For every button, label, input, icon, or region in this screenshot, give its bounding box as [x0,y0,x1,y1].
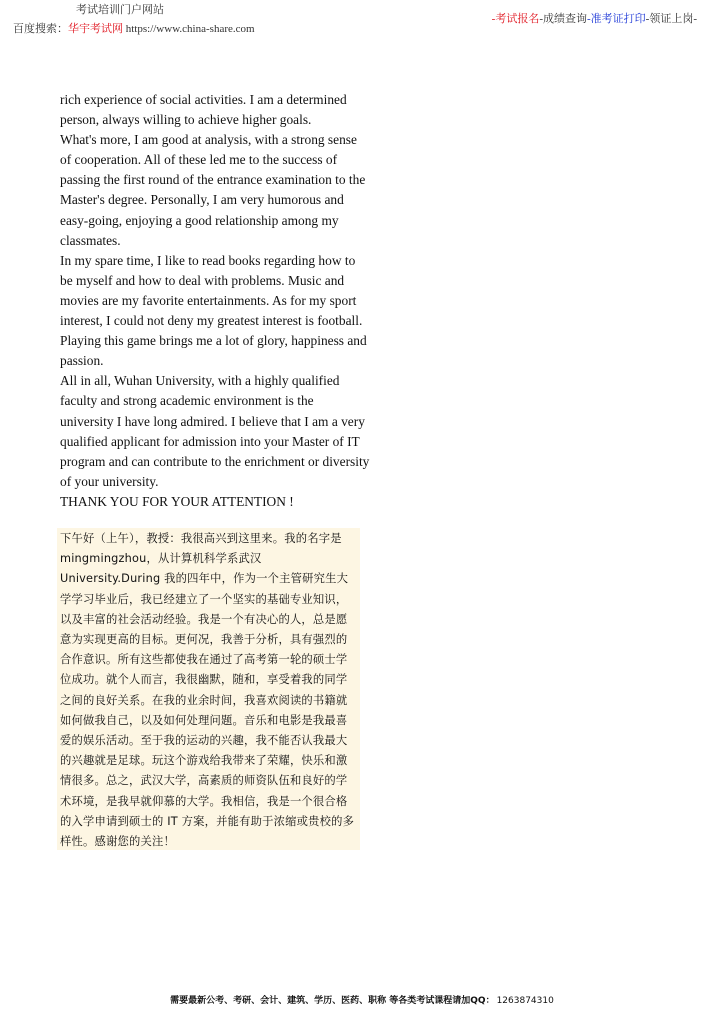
link-certificate[interactable]: -领证上岗- [645,13,697,25]
essay-closing: THANK YOU FOR YOUR ATTENTION ! [60,493,294,509]
brand-name[interactable]: 华宇考试网 [68,23,123,35]
essay-paragraph: What's more, I am good at analysis, with a strong sense of cooperation. All of these led me to the success of passing the first round of the entrance examination to the Master's degree. Personally, I am very humorous and easy-going, enjoying a good relationship among my classmates. [60,132,366,248]
essay-paragraph: rich experience of social activities. I am a determined person, always willing to achieve higher goals. [60,92,347,128]
site-url[interactable]: https://www.china-share.com [125,23,255,35]
english-essay [60,90,370,512]
link-exam-registration[interactable]: -考试报名 [491,13,540,25]
header-links [492,10,697,26]
chinese-translation: 下午好（上午），教授：我很高兴到这里来。我的名字是 mingmingzhou，从计算机科学系武汉 University.During 我的四年中，作为一个主管研究生大学学习毕业后，我已经建立了一个坚实的基础专业知识，以及丰富的社会活动经验。我是一个有决心的人，总是愿意为实现更高的目标。更何况，我善于分析，具有强烈的合作意识。所有这些都使我在通过了高考第一轮的硕士学位成功。就个人而言，我很幽默，随和，享受着我的同学之间的良好关系。在我的业余时间，我喜欢阅读的书籍就如何做我自己，以及如何处理问题。音乐和电影是我最喜爱的娱乐活动。至于我的运动的兴趣，我不能否认我最大的兴趣就是足球。玩这个游戏给我带来了荣耀，快乐和激情很多。总之，武汉大学，高素质的师资队伍和良好的学术环境，是我早就仰慕的大学。我相信，我是一个很合格的入学申请到硕士的 IT 方案，并能有助于浓缩或贵校的多样性。感谢您的关注！ [57,528,360,850]
essay-paragraph: In my spare time, I like to read books regarding how to be myself and how to deal with problems. Music and movies are my favorite entertainments. As for my sport interest, I could not deny my greatest interest is football. Playing this game brings me a lot of glory, happiness and passion. [60,252,367,369]
footer-text: 需要最新公考、考研、会计、建筑、学历、医药、职称 等各类考试课程请加QQ： [170,996,495,1006]
site-title: 考试培训门户网站 [76,4,164,16]
search-prefix: 百度搜索： [13,23,68,35]
footer-qq: 1263874310 [496,996,554,1006]
search-hint [13,20,255,36]
link-admission-ticket[interactable]: -准考证打印 [587,13,646,25]
link-score-query[interactable]: -成绩查询 [539,13,587,25]
footer-ad [0,993,724,1006]
essay-paragraph: All in all, Wuhan University, with a highly qualified faculty and strong academic environment is the university I have long admired. I believe that I am a very qualified applicant for admission into your Master of IT program and can contribute to the enrichment or diversity of your university. [60,373,370,489]
